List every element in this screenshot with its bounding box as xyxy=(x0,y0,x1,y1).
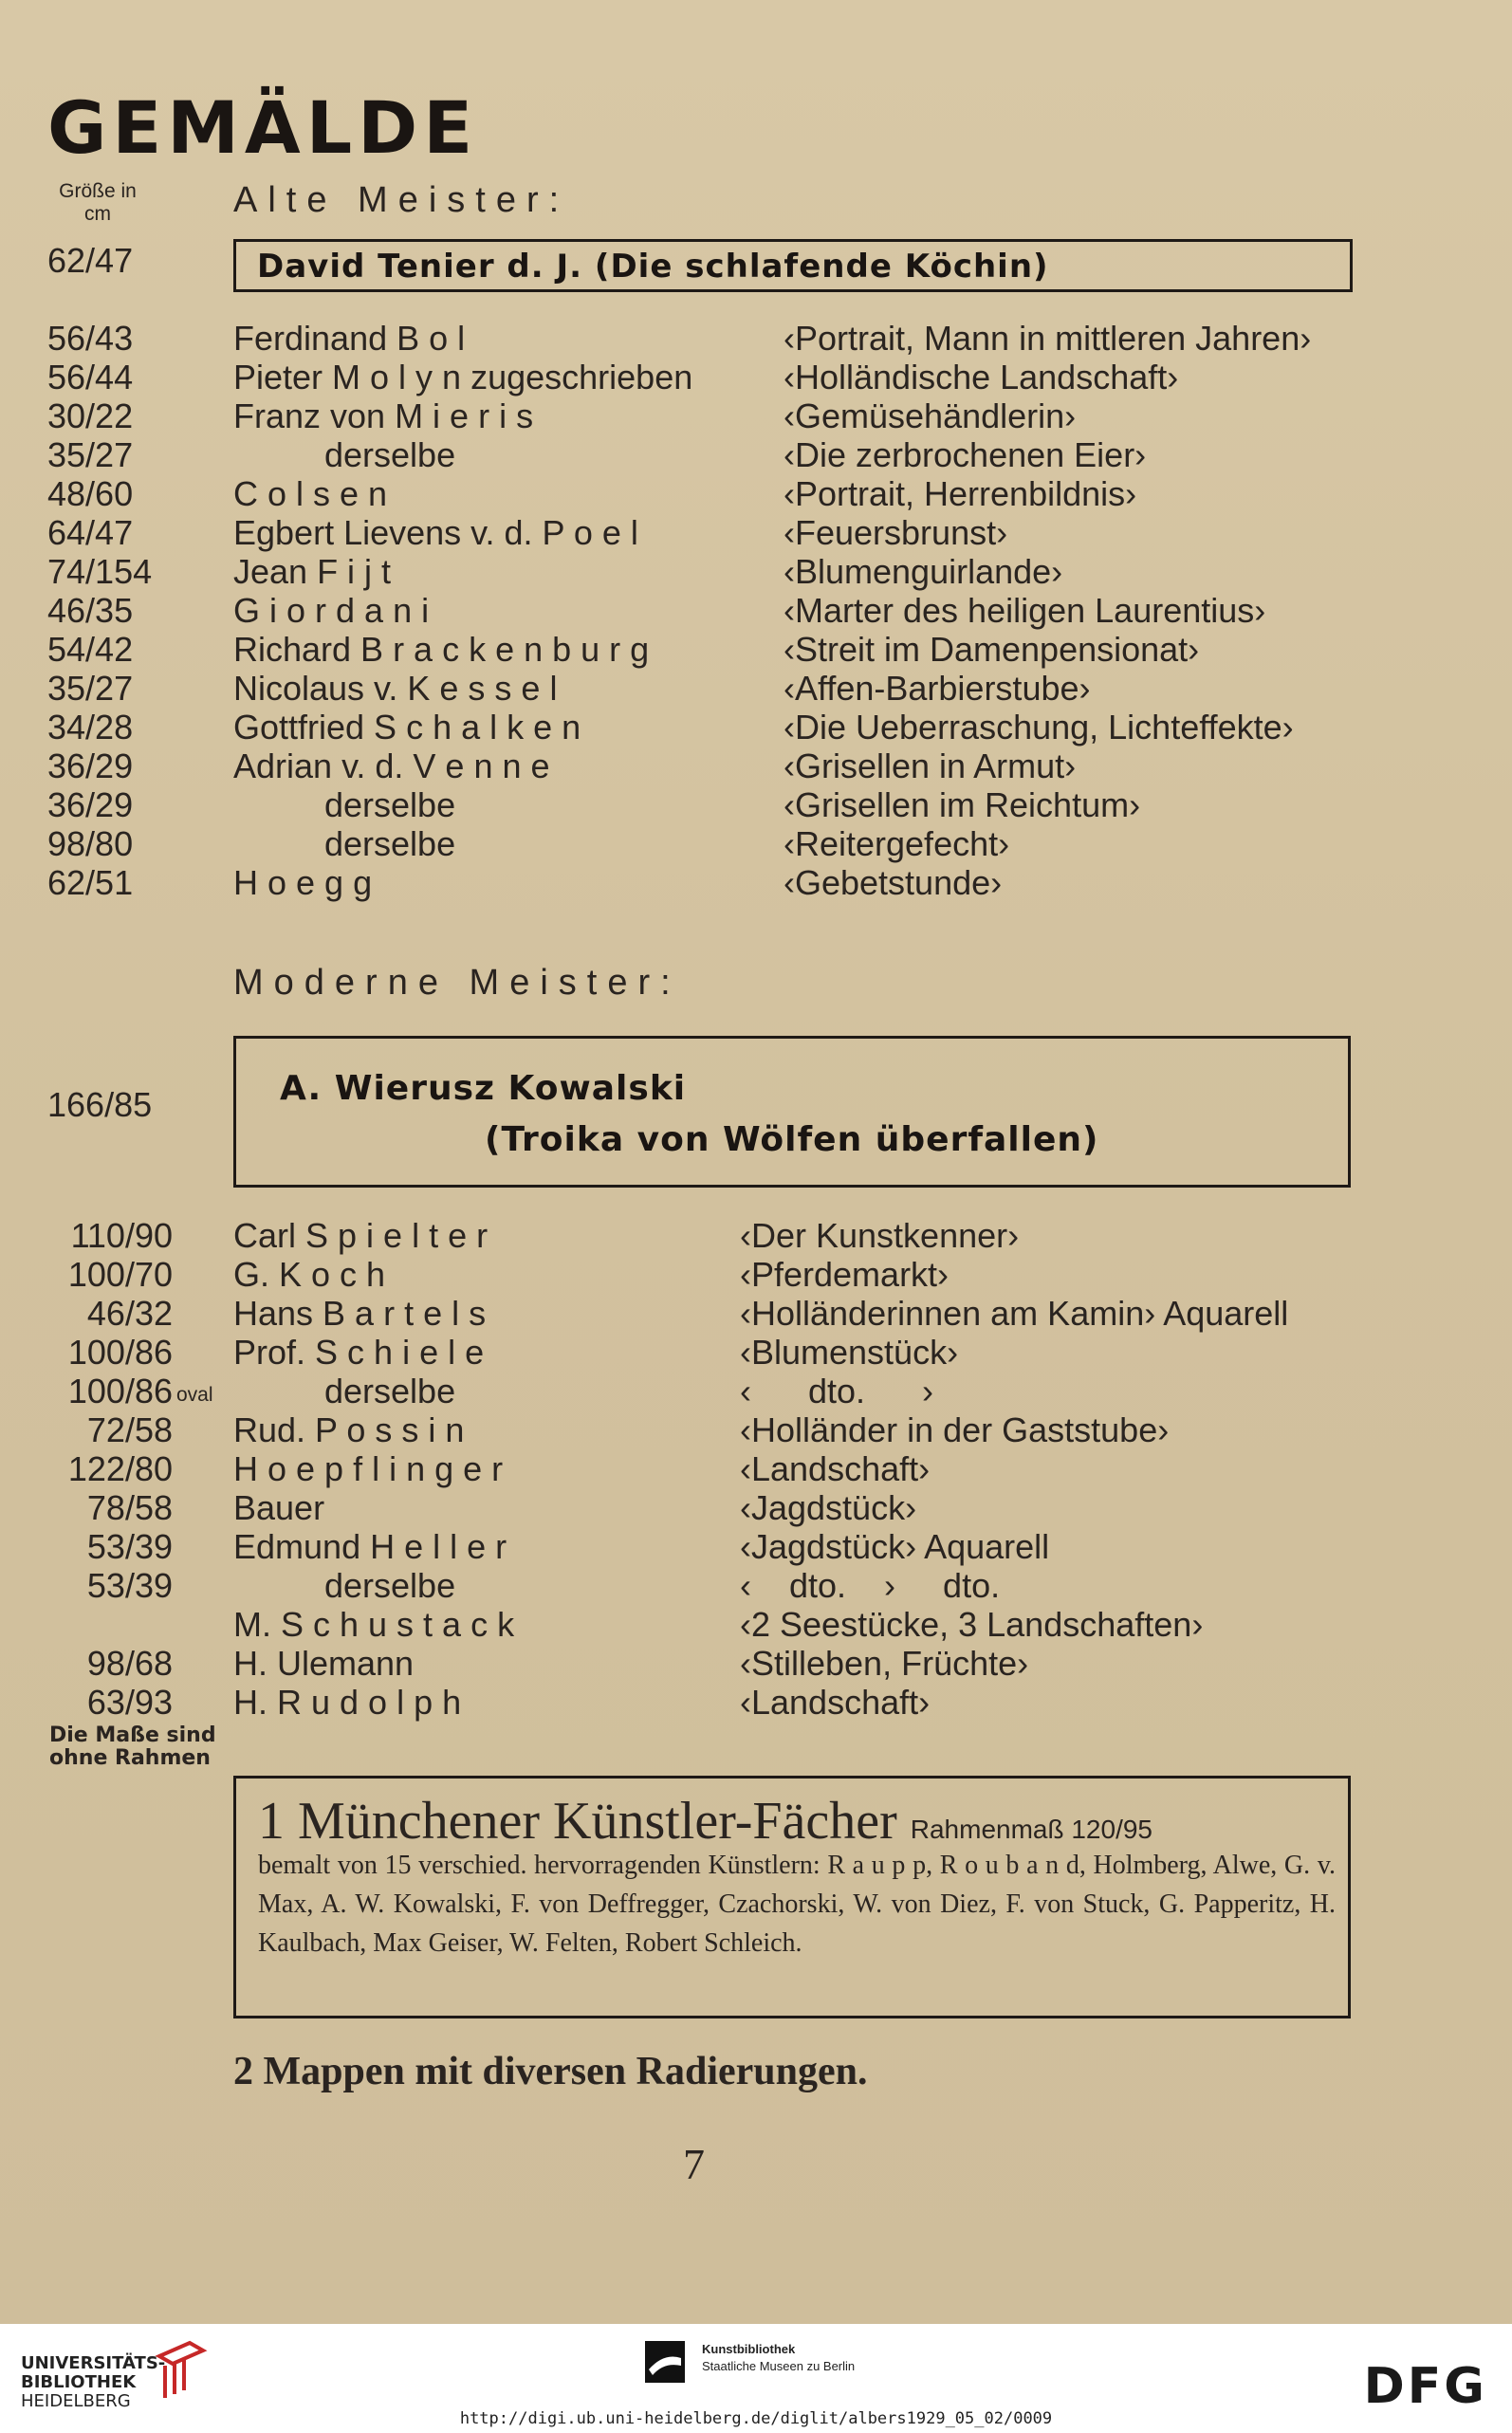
painting-title: ‹Marter des heiligen Laurentius› xyxy=(784,591,1266,630)
table-row xyxy=(0,785,1512,824)
artist-name: M. S c h u s t a c k xyxy=(233,1605,515,1644)
painting-title: ‹Landschaft› xyxy=(740,1449,931,1488)
painting-size: 64/47 xyxy=(47,513,134,552)
painting-size: 100/86 xyxy=(67,1333,173,1372)
table-row xyxy=(0,1372,1512,1410)
painting-title: ‹Gemüsehändlerin› xyxy=(784,396,1077,435)
artist-name: derselbe xyxy=(324,1566,456,1605)
oval-suffix: oval xyxy=(176,1384,213,1406)
table-row xyxy=(0,435,1512,474)
painting-size: 36/29 xyxy=(47,746,134,785)
painting-title: ‹Grisellen im Reichtum› xyxy=(784,785,1141,824)
table-row xyxy=(0,319,1512,358)
artist-name: Adrian v. d. V e n n e xyxy=(233,746,550,785)
artist-name: derselbe xyxy=(324,1372,456,1410)
painting-size: 100/86 xyxy=(67,1372,173,1410)
ub-heidelberg-logo xyxy=(21,2354,165,2411)
table-row xyxy=(0,1683,1512,1722)
dimensions-note-line1: Die Maße sind xyxy=(49,1723,216,1747)
artist-name: H. R u d o l p h xyxy=(233,1683,462,1722)
painting-title: ‹Stilleben, Früchte› xyxy=(740,1644,1029,1683)
page-title: GEMÄLDE xyxy=(47,85,479,170)
ub-logo-line2: BIBLIOTHEK xyxy=(21,2372,137,2392)
source-url[interactable]: http://digi.ub.uni-heidelberg.de/diglit/albers1929_05_02/0009 xyxy=(459,2409,1053,2428)
painting-size: 30/22 xyxy=(47,396,134,435)
table-row xyxy=(0,513,1512,552)
table-row xyxy=(0,1605,1512,1644)
modern-masters-heading: Moderne Meister: xyxy=(233,963,681,1003)
table-row xyxy=(0,1255,1512,1294)
table-row xyxy=(0,552,1512,591)
artist-name: G. K o c h xyxy=(233,1255,386,1294)
page-number: 7 xyxy=(683,2140,705,2188)
painting-size: 63/93 xyxy=(86,1683,173,1722)
painting-size: 48/60 xyxy=(47,474,134,513)
kunstbibliothek-logo-icon xyxy=(645,2341,685,2383)
dimensions-note xyxy=(49,1724,216,1770)
table-row xyxy=(0,1294,1512,1333)
ub-logo-line3: HEIDELBERG xyxy=(21,2391,131,2411)
old-masters-heading: Alte Meister: xyxy=(233,180,570,220)
artist-name: H o e g g xyxy=(233,863,373,902)
table-row xyxy=(0,1216,1512,1255)
painting-title: ‹Feuersbrunst› xyxy=(784,513,1008,552)
painting-title: ‹2 Seestücke, 3 Landschaften› xyxy=(740,1605,1204,1644)
featured-old-size: 62/47 xyxy=(47,241,134,280)
artist-name: Egbert Lievens v. d. P o e l xyxy=(233,513,638,552)
painting-size: 56/43 xyxy=(47,319,134,358)
painting-title: ‹Blumenstück› xyxy=(740,1333,959,1372)
featured-modern-box xyxy=(233,1036,1351,1188)
artist-name: Ferdinand B o l xyxy=(233,319,466,358)
artist-name: derselbe xyxy=(324,785,456,824)
painting-title: ‹Holländerinnen am Kamin› Aquarell xyxy=(740,1294,1289,1333)
artist-name: H. Ulemann xyxy=(233,1644,415,1683)
table-row xyxy=(0,1410,1512,1449)
painting-title: ‹Grisellen in Armut› xyxy=(784,746,1077,785)
artist-name: G i o r d a n i xyxy=(233,591,430,630)
table-row xyxy=(0,863,1512,902)
size-column-header: Größe in cm xyxy=(59,180,137,225)
painting-size: 36/29 xyxy=(47,785,134,824)
dfg-logo: DFG xyxy=(1363,2358,1487,2415)
table-row xyxy=(0,708,1512,746)
artist-name: Jean F i j t xyxy=(233,552,392,591)
painting-size: 34/28 xyxy=(47,708,134,746)
table-row xyxy=(0,1566,1512,1605)
kb-line1: Kunstbibliothek xyxy=(702,2342,796,2356)
table-row xyxy=(0,396,1512,435)
faecher-description: bemalt von 15 verschied. hervorragenden Künstlern: R a u p p, R o u b a n d, Holmberg, Alwe, G. v. Max, A. W. Kowalski, F. von Deffregger, Czachorski, W. von Diez, F. von Stuck, G. Papperitz, H. Kaulbach, Max Geiser, W. Felten, Robert Schleich. xyxy=(258,1851,1336,1958)
faecher-heading xyxy=(258,1791,1152,1852)
kunstbibliothek-label xyxy=(702,2341,855,2375)
faecher-title: 1 Münchener Künstler-Fächer xyxy=(258,1792,897,1851)
painting-size: 35/27 xyxy=(47,435,134,474)
artist-name: Hans B a r t e l s xyxy=(233,1294,487,1333)
table-row xyxy=(0,1527,1512,1566)
dimensions-note-line2: ohne Rahmen xyxy=(49,1746,211,1770)
painting-title: ‹Portrait, Herrenbildnis› xyxy=(784,474,1137,513)
painting-title: ‹Jagdstück› xyxy=(740,1488,917,1527)
featured-modern-title: (Troika von Wölfen überfallen) xyxy=(485,1120,1099,1159)
artist-name: derselbe xyxy=(324,435,456,474)
painting-title: ‹Die zerbrochenen Eier› xyxy=(784,435,1147,474)
painting-size: 110/90 xyxy=(70,1216,173,1255)
artist-name: Gottfried S c h a l k e n xyxy=(233,708,581,746)
painting-title: ‹Landschaft› xyxy=(740,1683,931,1722)
artist-name: Richard B r a c k e n b u r g xyxy=(233,630,650,669)
painting-title: ‹Die Ueberraschung, Lichteffekte› xyxy=(784,708,1294,746)
painting-title: ‹Streit im Damenpensionat› xyxy=(784,630,1200,669)
table-row xyxy=(0,746,1512,785)
painting-title: ‹Portrait, Mann in mittleren Jahren› xyxy=(784,319,1312,358)
artist-name: C o l s e n xyxy=(233,474,388,513)
painting-size: 56/44 xyxy=(47,358,134,396)
painting-size: 53/39 xyxy=(86,1566,173,1605)
painting-size: 62/51 xyxy=(47,863,134,902)
table-row xyxy=(0,824,1512,863)
painting-size: 98/68 xyxy=(86,1644,173,1683)
painting-title: ‹ dto. › xyxy=(740,1372,934,1410)
painting-size: 74/154 xyxy=(47,552,153,591)
painting-title: ‹Gebetstunde› xyxy=(784,863,1003,902)
table-row xyxy=(0,591,1512,630)
artist-name: Nicolaus v. K e s s e l xyxy=(233,669,558,708)
table-row xyxy=(0,474,1512,513)
painting-title: ‹Affen-Barbierstube› xyxy=(784,669,1091,708)
table-row xyxy=(0,1644,1512,1683)
painting-size: 53/39 xyxy=(86,1527,173,1566)
table-row xyxy=(0,1488,1512,1527)
painting-title: ‹Holländer in der Gaststube› xyxy=(740,1410,1170,1449)
ub-emblem-icon xyxy=(152,2337,211,2404)
table-row xyxy=(0,1449,1512,1488)
featured-modern-size: 166/85 xyxy=(47,1085,153,1124)
artist-name: Carl S p i e l t e r xyxy=(233,1216,489,1255)
painting-size: 98/80 xyxy=(47,824,134,863)
painting-size: 72/58 xyxy=(86,1410,173,1449)
painting-title: ‹Jagdstück› Aquarell xyxy=(740,1527,1050,1566)
artist-name: Pieter M o l y n zugeschrieben xyxy=(233,358,693,396)
footer-bar xyxy=(0,2324,1512,2433)
painting-size: 54/42 xyxy=(47,630,134,669)
ub-logo-line1: UNIVERSITÄTS- xyxy=(21,2353,166,2373)
painting-size: 46/35 xyxy=(47,591,134,630)
artist-name: Prof. S c h i e l e xyxy=(233,1333,485,1372)
table-row xyxy=(0,630,1512,669)
painting-size: 122/80 xyxy=(67,1449,173,1488)
painting-title: ‹Der Kunstkenner› xyxy=(740,1216,1020,1255)
painting-title: ‹ dto. › dto. xyxy=(740,1566,1001,1605)
painting-size: 100/70 xyxy=(67,1255,173,1294)
featured-old-text: David Tenier d. J. (Die schlafende Köchin) xyxy=(257,248,1049,286)
artist-name: derselbe xyxy=(324,824,456,863)
table-row xyxy=(0,669,1512,708)
featured-old-box xyxy=(233,239,1353,292)
mappen-line: 2 Mappen mit diversen Radierungen. xyxy=(233,2050,868,2093)
table-row xyxy=(0,1333,1512,1372)
artist-name: H o e p f l i n g e r xyxy=(233,1449,504,1488)
painting-title: ‹Reitergefecht› xyxy=(784,824,1010,863)
painting-size: 78/58 xyxy=(86,1488,173,1527)
kb-line2: Staatliche Museen zu Berlin xyxy=(702,2359,856,2373)
painting-title: ‹Holländische Landschaft› xyxy=(784,358,1179,396)
faecher-frame-size: Rahmenmaß 120/95 xyxy=(910,1815,1153,1844)
artist-name: Bauer xyxy=(233,1488,325,1527)
painting-size: 35/27 xyxy=(47,669,134,708)
artist-name: Rud. P o s s i n xyxy=(233,1410,465,1449)
painting-title: ‹Blumenguirlande› xyxy=(784,552,1063,591)
artist-name: Franz von M i e r i s xyxy=(233,396,534,435)
table-row xyxy=(0,358,1512,396)
featured-modern-artist: A. Wierusz Kowalski xyxy=(280,1069,687,1108)
painting-size: 46/32 xyxy=(86,1294,173,1333)
artist-name: Edmund H e l l e r xyxy=(233,1527,507,1566)
painting-title: ‹Pferdemarkt› xyxy=(740,1255,950,1294)
